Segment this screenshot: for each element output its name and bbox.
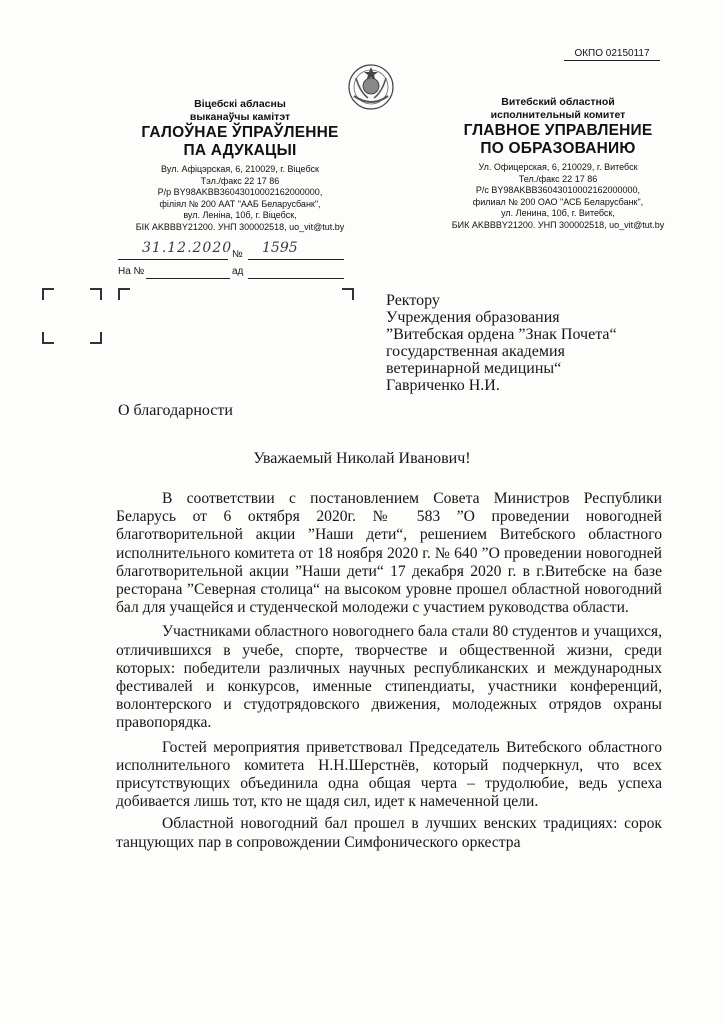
header-right-addr6: БИК AKBBBY21200. УНП 300002518, uo_vit@tut.by: [451, 219, 665, 230]
addressee-line: ”Витебская ордена ”Знак Почета“: [386, 326, 617, 343]
corner-mark-bottom-left: [42, 332, 54, 344]
corner-mark-bottom-mid: [90, 332, 102, 344]
header-right-addr3: Р/с BY98AKBB36043010002162000000,: [475, 185, 641, 195]
addressee-block: [386, 292, 676, 394]
header-left-addr2: Тэл./факс 22 17 86: [200, 175, 280, 186]
date-underline: [118, 259, 228, 260]
okpo-code: ОКПО 02150117: [564, 48, 660, 61]
header-left-addr5: вул. Леніна, 10б, г. Віцебск,: [183, 210, 297, 220]
addressee-line: Учреждения образования: [386, 309, 560, 326]
corner-mark-top-mid: [90, 288, 102, 300]
incoming-number-underline: [146, 278, 230, 279]
header-left-title2: ПА АДУКАЦЫІ: [183, 142, 297, 159]
number-label: №: [232, 249, 243, 260]
header-right-russian: [440, 96, 676, 231]
registration-number: 1595: [262, 240, 298, 256]
header-right-line1: Витебский областной: [501, 96, 615, 108]
header-right-title1: ГЛАВНОЕ УПРАВЛЕНИЕ: [463, 122, 653, 139]
letter-body: [116, 490, 662, 858]
corner-mark-top-mid2: [118, 288, 130, 300]
header-right-line2: исполнительный комитет: [490, 109, 626, 121]
header-right-addr5: ул. Ленина, 10б, г. Витебск,: [501, 208, 615, 218]
incoming-number-label: На №: [118, 266, 145, 277]
addressee-line: Ректору: [386, 292, 440, 309]
letter-subject: О благодарности: [118, 402, 233, 419]
header-left-addr3: Р/р BY98AKBB36043010002162000000,: [157, 187, 323, 197]
from-underline: [248, 278, 344, 279]
corner-mark-top-left: [42, 288, 54, 300]
header-left-line1: Віцебскі абласны: [194, 98, 286, 110]
body-paragraph: Участниками областного новогоднего бала стали 80 студентов и учащихся, отличившихся в учебе, спорте, творчестве и общественной жизни, среди которых: победители различных научных республиканских и международных фестивалей и конкурсов, именные стипендиаты, участники конференций, волонтерского и студотрядовского движения, молодежных отрядов охраны правопорядка.: [116, 623, 662, 732]
addressee-line: государственная академия: [386, 343, 565, 360]
addressee-line: Гавриченко Н.И.: [386, 377, 500, 394]
from-label: ад: [232, 266, 244, 277]
header-right-title2: ПО ОБРАЗОВАНИЮ: [480, 140, 636, 157]
header-left-addr4: філіял № 200 ААТ "ААБ Беларусбанк",: [159, 198, 321, 209]
body-paragraph: Гостей мероприятия приветствовал Председатель Витебского областного исполнительного комитета Н.Н.Шерстнёв, который подчеркнул, что всех присутствующих объединила одна общая черта – трудолюбие, ведь успеха добивается лишь тот, кто не щадя сил, идет к намеченной цели.: [116, 738, 662, 811]
header-left-belarusian: [120, 98, 360, 233]
number-underline: [248, 259, 344, 260]
corner-mark-top-right: [342, 288, 354, 300]
body-paragraph: Областной новогодний бал прошел в лучших венских традициях: сорок танцующих пар в сопровождении Симфонического оркестра: [116, 815, 662, 851]
header-right-addr1: Ул. Офицерская, 6, 210029, г. Витебск: [478, 162, 638, 172]
header-right-addr2: Тел./факс 22 17 86: [518, 173, 598, 184]
header-left-title1: ГАЛОЎНАЕ ЎПРАЎЛЕННЕ: [141, 124, 339, 141]
header-left-addr1: Вул. Афіцэрская, 6, 210029, г. Віцебск: [161, 164, 319, 174]
header-left-addr6: БІК AKBBBY21200. УНП 300002518, uo_vit@tut.by: [135, 221, 345, 232]
registration-date: 31.12.2020: [142, 240, 233, 256]
letter-greeting: Уважаемый Николай Иванович!: [253, 450, 471, 467]
body-paragraph: В соответствии с постановлением Совета Министров Республики Беларусь от 6 октября 2020г. № 583 ”О проведении новогодней благотворительной акции ”Наши дети“, решением Витебского областного исполнительного комитета от 18 ноября 2020 г. № 640 ”О проведении новогодней благотворительной акции ”Наши дети“ 17 декабря 2020 г. в г.Витебске на базе ресторана ”Северная столица“ на высоком уровне прошел областной новогодний бал для учащейся и студенческой молодежи с участием руководства области.: [116, 490, 662, 617]
header-left-line2: выканаўчы камітэт: [189, 111, 291, 123]
header-right-addr4: филиал № 200 ОАО "АСБ Беларусбанк",: [472, 196, 644, 207]
addressee-line: ветеринарной медицины“: [386, 360, 562, 377]
